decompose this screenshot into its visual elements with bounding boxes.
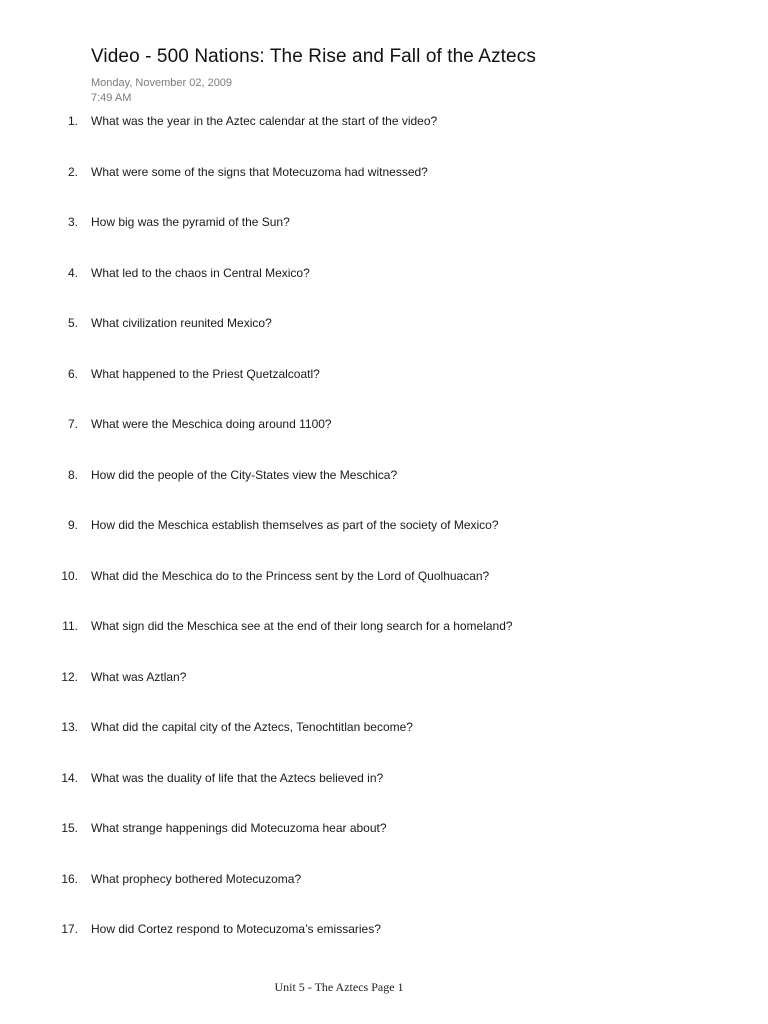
page-time: 7:49 AM xyxy=(91,92,132,104)
question-text: How did the people of the City-States view the Meschica? xyxy=(91,468,398,482)
question-text: What was the duality of life that the Aztecs believed in? xyxy=(91,771,384,785)
question-number: 7. xyxy=(67,417,78,431)
question-number: 17. xyxy=(61,922,78,936)
question-text: What was Aztlan? xyxy=(91,670,187,684)
question-number: 13. xyxy=(61,720,78,734)
page-footer: Unit 5 - The Aztecs Page 1 xyxy=(274,980,404,994)
question-number: 2. xyxy=(67,165,78,179)
page-date: Monday, November 02, 2009 xyxy=(91,77,233,89)
question-number: 12. xyxy=(61,670,78,684)
question-text: What was the year in the Aztec calendar at the start of the video? xyxy=(91,114,438,128)
question-text: What happened to the Priest Quetzalcoatl? xyxy=(91,367,320,381)
question-number: 16. xyxy=(61,872,78,886)
question-number: 6. xyxy=(67,367,78,381)
question-number: 4. xyxy=(67,266,78,280)
question-text: What did the capital city of the Aztecs, Tenochtitlan become? xyxy=(91,720,413,734)
question-text: How big was the pyramid of the Sun? xyxy=(91,215,290,229)
question-number: 14. xyxy=(61,771,78,785)
question-text: What led to the chaos in Central Mexico? xyxy=(91,266,310,280)
question-text: How did Cortez respond to Motecuzoma’s emissaries? xyxy=(91,922,381,936)
question-text: What did the Meschica do to the Princess sent by the Lord of Quolhuacan? xyxy=(91,569,490,583)
question-text: What civilization reunited Mexico? xyxy=(91,316,272,330)
question-number: 11. xyxy=(62,619,78,633)
question-text: What were the Meschica doing around 1100? xyxy=(91,417,332,431)
question-text: What were some of the signs that Motecuzoma had witnessed? xyxy=(91,165,428,179)
question-text: What strange happenings did Motecuzoma hear about? xyxy=(91,821,387,835)
question-text: What prophecy bothered Motecuzoma? xyxy=(91,872,302,886)
question-number: 3. xyxy=(67,215,78,229)
question-text: What sign did the Meschica see at the end of their long search for a homeland? xyxy=(91,619,513,633)
question-number: 10. xyxy=(61,569,78,583)
question-number: 9. xyxy=(67,518,78,532)
question-number: 8. xyxy=(67,468,78,482)
question-number: 15. xyxy=(61,821,78,835)
question-text: How did the Meschica establish themselves as part of the society of Mexico? xyxy=(91,518,499,532)
page-title: Video - 500 Nations: The Rise and Fall of the Aztecs xyxy=(91,46,536,67)
question-number: 5. xyxy=(67,316,78,330)
question-number: 1. xyxy=(67,114,78,128)
